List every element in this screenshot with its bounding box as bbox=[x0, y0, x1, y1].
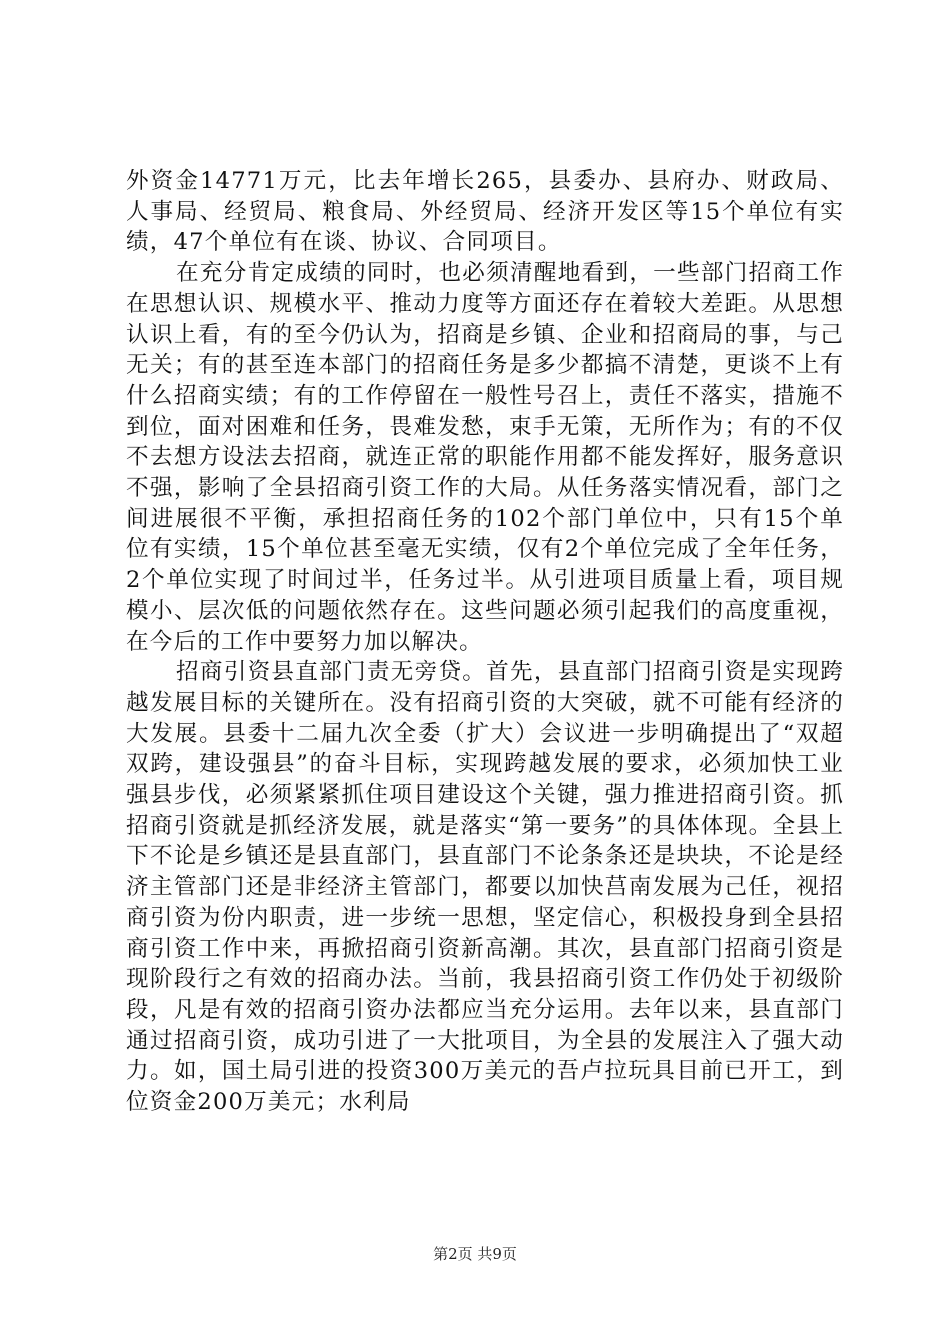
paragraph-responsibility: 招商引资县直部门责无旁贷。首先，县直部门招商引资是实现跨越发展目标的关键所在。没有招商引资的大突破，就不可能有经济的大发展。县委十二届九次全委（扩大）会议进一步明确提出了“双超双跨，建设强县”的奋斗目标，实现跨越发展的要求，必须加快工业强县步伐，必须紧紧抓住项目建设这个关键，强力推进招商引资。抓招商引资就是抓经济发展，就是落实“第一要务”的具体体现。全县上下不论是乡镇还是县直部门，县直部门不论条条还是块块，不论是经济主管部门还是非经济主管部门，都要以加快莒南发展为己任，视招商引资为份内职责，进一步统一思想，坚定信心，积极投身到全县招商引资工作中来，再掀招商引资新高潮。其次，县直部门招商引资是现阶段行之有效的招商办法。当前，我县招商引资工作仍处于初级阶段，凡是有效的招商引资办法都应当充分运用。去年以来，县直部门通过招商引资，成功引进了一大批项目，为全县的发展注入了强大动力。如，国土局引进的投资300万美元的吾卢拉玩具目前已开工，到位资金200万美元；水利局 bbox=[126, 659, 844, 1116]
paragraph-shortcomings: 在充分肯定成绩的同时，也必须清醒地看到，一些部门招商工作在思想认识、规模水平、推动力度等方面还存在着较大差距。从思想认识上看，有的至今仍认为，招商是乡镇、企业和招商局的事，与己无关；有的甚至连本部门的招商任务是多少都搞不清楚，更谈不上有什么招商实绩；有的工作停留在一般性号召上，责任不落实，措施不到位，面对困难和任务，畏难发愁，束手无策，无所作为；有的不仅不去想方设法去招商，就连正常的职能作用都不能发挥好，服务意识不强，影响了全县招商引资工作的大局。从任务落实情况看，部门之间进展很不平衡，承担招商任务的102个部门单位中，只有15个单位有实绩，15个单位甚至毫无实绩，仅有2个单位完成了全年任务，2个单位实现了时间过半，任务过半。从引进项目质量上看，项目规模小、层次低的问题依然存在。这些问题必须引起我们的高度重视，在今后的工作中要努力加以解决。 bbox=[126, 260, 844, 655]
document-body bbox=[126, 166, 844, 1118]
page-number-footer: 第2页 共9页 bbox=[433, 1245, 517, 1263]
paragraph-continuation: 外资金14771万元，比去年增长265，县委办、县府办、财政局、人事局、经贸局、粮食局、外经贸局、经济开发区等15个单位有实绩，47个单位有在谈、协议、合同项目。 bbox=[126, 168, 844, 256]
